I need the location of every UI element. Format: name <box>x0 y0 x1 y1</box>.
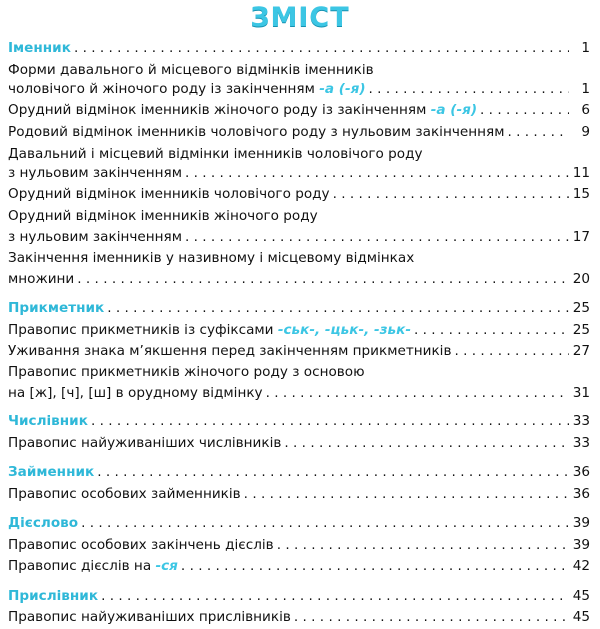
page-number: 45 <box>572 588 590 604</box>
toc-entry[interactable] <box>8 229 590 246</box>
leader-dots <box>369 81 569 98</box>
toc-entry[interactable] <box>8 435 590 452</box>
toc-entry[interactable] <box>8 385 590 402</box>
page-number: 6 <box>581 102 590 118</box>
page-number: 33 <box>572 435 590 451</box>
entry-text: Правопис прикметників із суфіксами -ськ-, -цьк-, -зьк- <box>8 322 411 338</box>
entry-text: Орудний відмінок іменників жіночого роду із закінченням -а (-я) <box>8 102 478 118</box>
suffix-highlight: -ськ-, -цьк-, -зьк- <box>277 322 411 338</box>
section-title: Займенник <box>8 464 95 480</box>
entry-text: Правопис особових закінчень дієслів <box>8 537 274 553</box>
leader-dots <box>507 124 569 141</box>
section-title: Прикметник <box>8 300 105 316</box>
entry-text: Правопис найуживаніших прислівників <box>8 609 291 625</box>
page-number: 39 <box>572 537 590 553</box>
section-heading-diieslovo[interactable] <box>8 515 590 532</box>
section-title: Прислівник <box>8 588 99 604</box>
entry-text: множини <box>8 271 75 287</box>
toc-entry[interactable] <box>8 558 590 575</box>
leader-dots <box>74 40 569 57</box>
toc-entry[interactable] <box>8 81 590 98</box>
page-number: 39 <box>572 515 590 531</box>
toc-entry[interactable] <box>8 537 590 554</box>
leader-dots <box>480 102 569 119</box>
leader-dots <box>97 464 569 481</box>
leader-dots <box>77 271 569 288</box>
toc-entry[interactable] <box>8 186 590 203</box>
page-number: 27 <box>572 343 590 359</box>
page-title: ЗМІСТ <box>250 2 350 33</box>
section-heading-zaimennyk[interactable] <box>8 464 590 481</box>
entry-text: Правопис найуживаніших числівників <box>8 435 282 451</box>
toc-entry-line[interactable]: Давальний і місцевий відмінки іменників чоловічого роду <box>8 146 423 162</box>
leader-dots <box>185 229 569 246</box>
page-number: 1 <box>581 40 590 56</box>
page-number: 15 <box>572 186 590 202</box>
entry-text: чоловічого й жіночого роду із закінченням -а (-я) <box>8 81 366 97</box>
page-number: 45 <box>572 609 590 625</box>
page-number: 9 <box>581 124 590 140</box>
toc-entry-line[interactable]: Орудний відмінок іменників жіночого роду <box>8 208 318 224</box>
page-number: 20 <box>572 271 590 287</box>
page-number: 31 <box>572 385 590 401</box>
page-number: 36 <box>572 464 590 480</box>
toc-entry[interactable] <box>8 486 590 503</box>
section-title: Іменник <box>8 40 71 56</box>
ending-highlight: -а (-я) <box>319 81 366 97</box>
toc-entry[interactable] <box>8 271 590 288</box>
section-heading-pryslivnyk[interactable] <box>8 588 590 605</box>
section-heading-chyslivnyk[interactable] <box>8 413 590 430</box>
section-title: Дієслово <box>8 515 79 531</box>
page-number: 1 <box>581 81 590 97</box>
leader-dots <box>185 165 569 182</box>
toc-entry[interactable] <box>8 322 590 339</box>
toc-entry[interactable] <box>8 609 590 626</box>
leader-dots <box>333 186 569 203</box>
entry-text: Правопис особових займенників <box>8 486 241 502</box>
leader-dots <box>414 322 569 339</box>
leader-dots <box>294 609 569 626</box>
toc-entry-line[interactable]: Правопис прикметників жіночого роду з основою <box>8 364 365 380</box>
leader-dots <box>81 515 569 532</box>
section-heading-imennyk[interactable] <box>8 40 590 57</box>
toc-entry[interactable] <box>8 124 590 141</box>
entry-text: Уживання знака м’якшення перед закінченням прикметників <box>8 343 452 359</box>
toc-entry[interactable] <box>8 165 590 182</box>
page-number: 17 <box>572 229 590 245</box>
leader-dots <box>181 558 569 575</box>
leader-dots <box>244 486 569 503</box>
entry-text: Родовий відмінок іменників чоловічого роду з нульовим закінченням <box>8 124 505 140</box>
leader-dots <box>266 385 569 402</box>
entry-text: на [ж], [ч], [ш] в орудному відмінку <box>8 385 263 401</box>
suffix-highlight: -ся <box>155 558 178 574</box>
section-heading-prykmetnyk[interactable] <box>8 300 590 317</box>
page-number: 25 <box>572 300 590 316</box>
page-number: 36 <box>572 486 590 502</box>
entry-text: з нульовим закінченням <box>8 229 182 245</box>
leader-dots <box>277 537 569 554</box>
toc-entry-line[interactable]: Закінчення іменників у називному і місцевому відмінках <box>8 250 415 266</box>
page-number: 42 <box>572 558 590 574</box>
page-number: 33 <box>572 413 590 429</box>
toc-entry[interactable] <box>8 343 590 360</box>
page-number: 25 <box>572 322 590 338</box>
toc-entry[interactable] <box>8 102 590 119</box>
leader-dots <box>91 413 569 430</box>
toc-entry-line[interactable]: Форми давального й місцевого відмінків іменників <box>8 62 374 78</box>
leader-dots <box>101 588 569 605</box>
section-title: Числівник <box>8 413 88 429</box>
entry-text: Правопис дієслів на -ся <box>8 558 178 574</box>
page-number: 11 <box>572 165 590 181</box>
ending-highlight: -а (-я) <box>430 102 478 118</box>
leader-dots <box>107 300 569 317</box>
leader-dots <box>454 343 569 360</box>
entry-text: з нульовим закінченням <box>8 165 182 181</box>
entry-text: Орудний відмінок іменників чоловічого роду <box>8 186 330 202</box>
leader-dots <box>284 435 569 452</box>
